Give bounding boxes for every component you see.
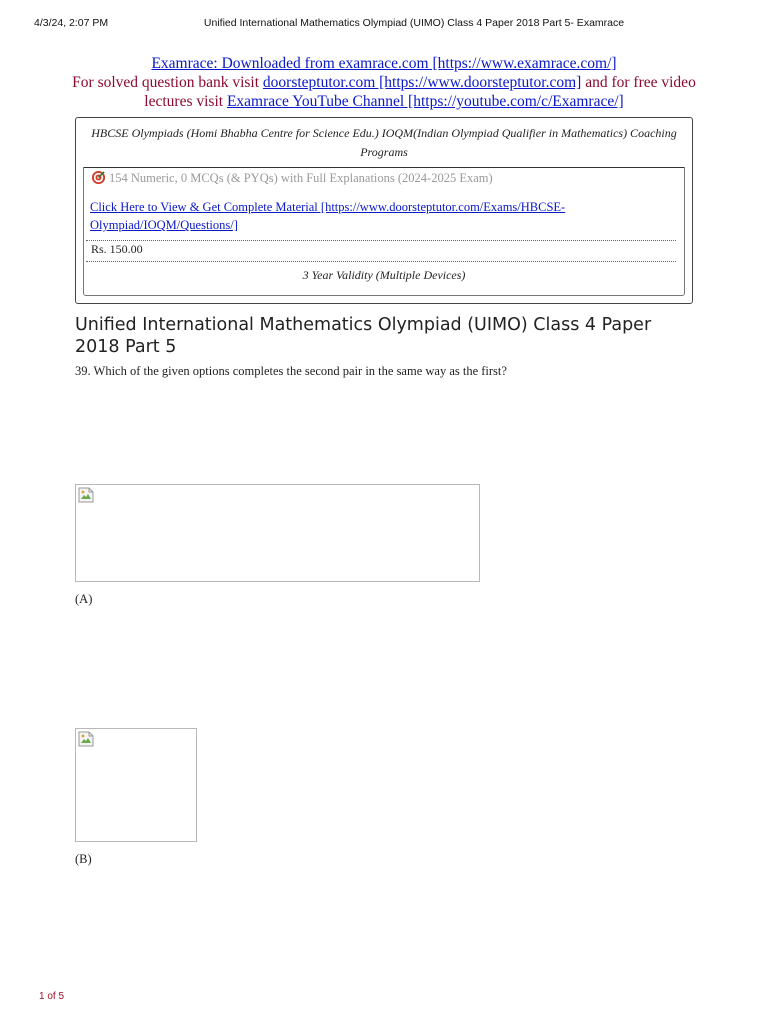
page-indicator: 1 of 5 xyxy=(39,991,65,1002)
question-text: 39. Which of the given options completes the second pair in the same way as the first? xyxy=(75,364,507,378)
promo-heading: HBCSE Olympiads (Homi Bhabha Centre for Science Edu.) IOQM(Indian Olympiad Qualifier in Mathematics) Coaching Programs xyxy=(91,126,677,159)
target-icon xyxy=(91,170,106,189)
doorsteptutor-link[interactable]: doorsteptutor.com [https://www.doorsteptutor.com] xyxy=(262,74,582,91)
print-datetime: 4/3/24, 2:07 PM xyxy=(34,17,109,29)
promo-dotted-divider xyxy=(86,261,676,262)
broken-image-icon xyxy=(78,487,94,507)
page-title: Unified International Mathematics Olympiad (UIMO) Class 4 Paper 2018 Part 5 xyxy=(75,315,652,357)
broken-image-icon xyxy=(78,731,94,751)
examrace-link[interactable]: Examrace: Downloaded from examrace.com [https://www.examrace.com/] xyxy=(151,55,617,72)
option-a-label: (A) xyxy=(75,592,93,606)
promo-dotted-divider xyxy=(86,240,676,241)
promo-box xyxy=(75,117,693,304)
print-doc-title: Unified International Mathematics Olympiad (UIMO) Class 4 Paper 2018 Part 5- Examrace xyxy=(203,17,625,29)
banner-text-prefix: For solved question bank visit xyxy=(72,74,263,91)
download-banner xyxy=(60,54,708,111)
youtube-channel-link[interactable]: Examrace YouTube Channel [https://youtube.com/c/Examrace/] xyxy=(226,93,624,110)
question-figure-image xyxy=(75,484,480,582)
complete-material-link[interactable]: Click Here to View & Get Complete Material [https://www.doorsteptutor.com/Exams/HBCSE-Olympiad/IOQM/Questions/] xyxy=(90,200,566,232)
print-header xyxy=(34,17,734,31)
promo-validity: 3 Year Validity (Multiple Devices) xyxy=(302,268,466,282)
promo-count-text: 154 Numeric, 0 MCQs (& PYQs) with Full Explanations (2024-2025 Exam) xyxy=(109,171,493,185)
option-b-label: (B) xyxy=(75,852,92,866)
promo-price: Rs. 150.00 xyxy=(91,242,143,256)
promo-details xyxy=(83,167,685,296)
banner-text-middle: and for free video lectures visit xyxy=(144,74,696,110)
option-a-image xyxy=(75,728,197,842)
promo-question-count xyxy=(91,170,493,189)
